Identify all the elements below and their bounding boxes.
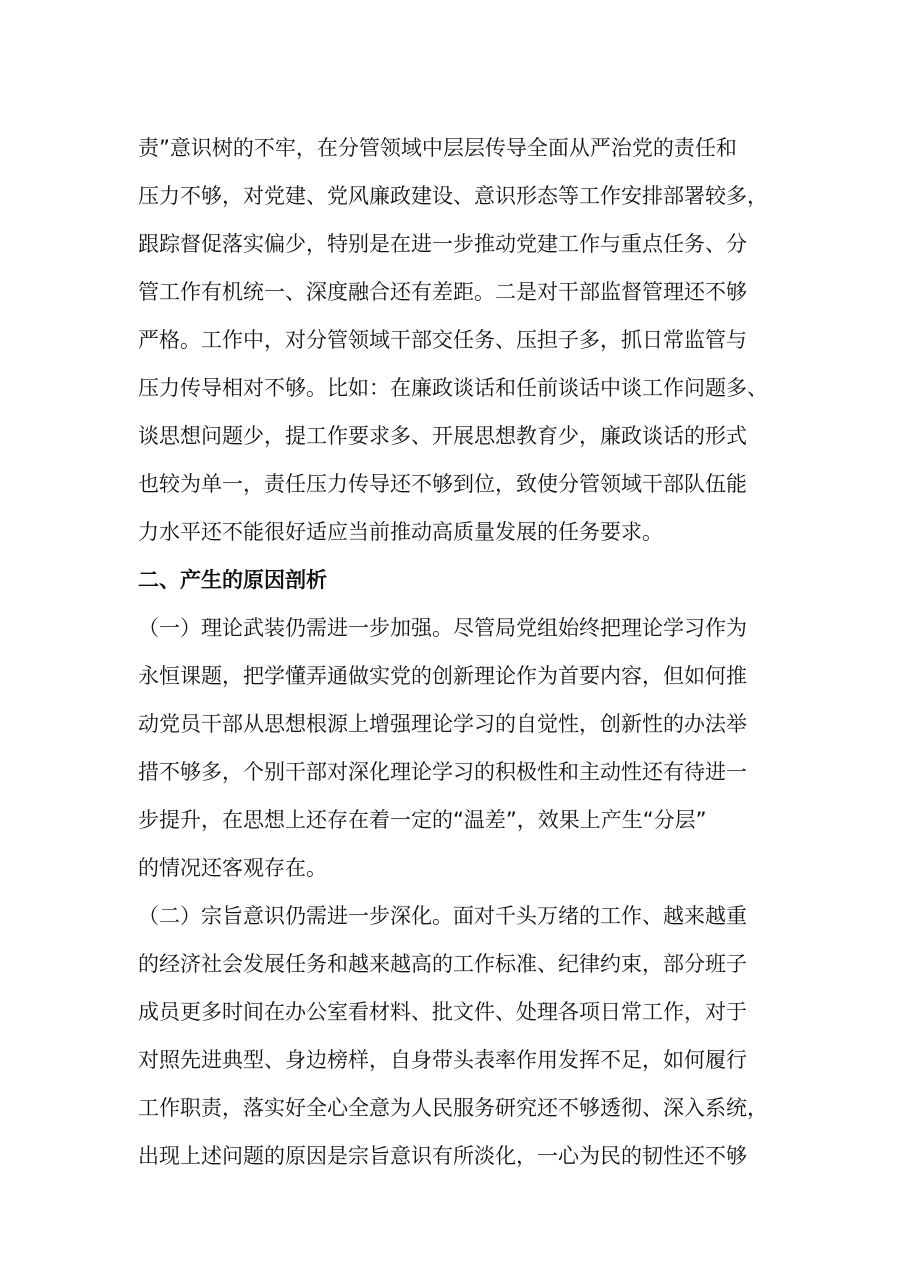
body-line: 严格。工作中，对分管领域干部交任务、压担子多，抓日常监管与 bbox=[138, 328, 747, 352]
document-body bbox=[138, 124, 778, 1180]
body-line: 压力传导相对不够。比如：在廉政谈话和任前谈话中谈工作问题多、 bbox=[138, 376, 768, 400]
section1-line: 的情况还客观存在。 bbox=[138, 856, 327, 880]
body-line: 管工作有机统一、深度融合还有差距。二是对干部监督管理还不够 bbox=[138, 280, 747, 304]
section1-line: 动党员干部从思想根源上增强理论学习的自觉性，创新性的办法举 bbox=[138, 712, 747, 736]
section1-line: 永恒课题，把学懂弄通做实党的创新理论作为首要内容，但如何推 bbox=[138, 664, 747, 688]
section1-line: 步提升，在思想上还存在着一定的“温差”，效果上产生“分层” bbox=[138, 808, 707, 832]
section1-line: （一）理论武装仍需进一步加强。尽管局党组始终把理论学习作为 bbox=[138, 616, 747, 640]
body-line: 力水平还不能很好适应当前推动高质量发展的任务要求。 bbox=[138, 520, 663, 544]
section-heading: 二、产生的原因剖析 bbox=[138, 568, 327, 592]
body-line: 压力不够，对党建、党风廉政建设、意识形态等工作安排部署较多， bbox=[138, 184, 768, 208]
section2-line: 成员更多时间在办公室看材料、批文件、处理各项日常工作，对于 bbox=[138, 1000, 747, 1024]
section2-line: 对照先进典型、身边榜样，自身带头表率作用发挥不足，如何履行 bbox=[138, 1048, 747, 1072]
body-line: 谈思想问题少，提工作要求多、开展思想教育少，廉政谈话的形式 bbox=[138, 424, 747, 448]
section2-line: 的经济社会发展任务和越来越高的工作标准、纪律约束，部分班子 bbox=[138, 952, 747, 976]
body-line: 也较为单一，责任压力传导还不够到位，致使分管领域干部队伍能 bbox=[138, 472, 747, 496]
section2-line: （二）宗旨意识仍需进一步深化。面对千头万绪的工作、越来越重 bbox=[138, 904, 747, 928]
body-line: 跟踪督促落实偏少，特别是在进一步推动党建工作与重点任务、分 bbox=[138, 232, 747, 256]
section2-line: 出现上述问题的原因是宗旨意识有所淡化，一心为民的韧性还不够 bbox=[138, 1144, 747, 1168]
section1-line: 措不够多，个别干部对深化理论学习的积极性和主动性还有待进一 bbox=[138, 760, 747, 784]
body-line: 责”意识树的不牢，在分管领域中层层传导全面从严治党的责任和 bbox=[138, 136, 737, 160]
section2-line: 工作职责，落实好全心全意为人民服务研究还不够透彻、深入系统， bbox=[138, 1096, 768, 1120]
